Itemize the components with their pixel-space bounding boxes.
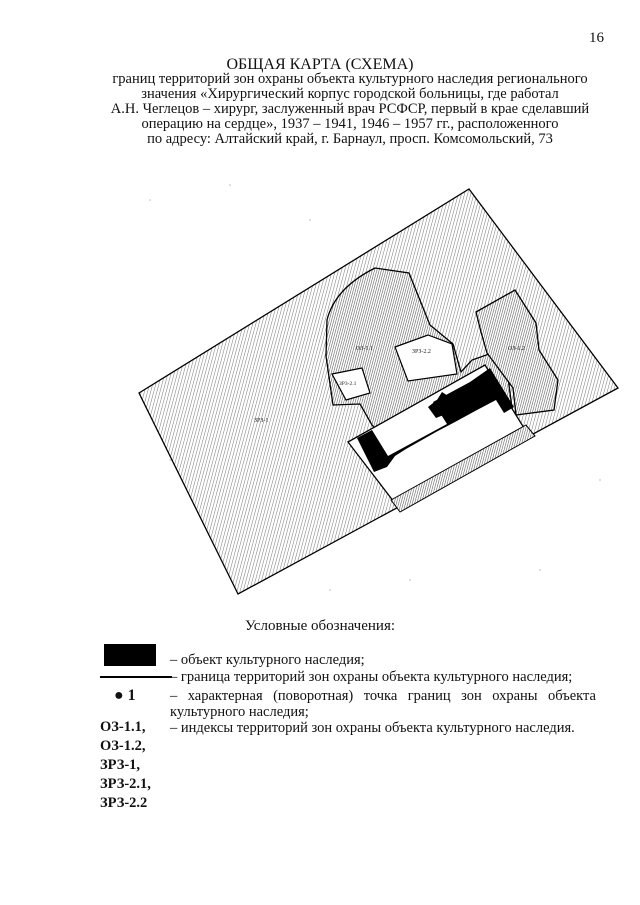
legend-heading: Условные обозначения: xyxy=(244,618,396,634)
zone-code: ЗРЗ-2.2 xyxy=(100,795,148,811)
page-subtitle xyxy=(95,72,605,147)
subtitle-line: по адресу: Алтайский край, г. Барнаул, просп. Комсомольский, 73 xyxy=(147,131,553,147)
zone-map xyxy=(110,160,630,610)
zone-code: ОЗ-1.2, xyxy=(100,738,146,754)
zone-code: ЗРЗ-1, xyxy=(100,757,141,773)
legend-point-desc-line: культурного наследия; xyxy=(170,704,309,720)
subtitle-line: границ территорий зон охраны объекта культурного наследия регионального xyxy=(112,71,588,87)
zone-label-zrz22: ЗРЗ-2.2 xyxy=(412,349,431,355)
page-number: 16 xyxy=(589,30,604,46)
legend-border-line xyxy=(100,676,172,678)
legend-row-object xyxy=(100,644,600,668)
legend-zone-codes xyxy=(100,718,151,813)
page-title: ОБЩАЯ КАРТА (СХЕМА) xyxy=(226,56,414,73)
zone-label-zrz21: ЗРЗ-2.1 xyxy=(339,381,357,387)
zone-code: ЗРЗ-2.1, xyxy=(100,776,151,792)
zone-label-oz12: ОЗ-1.2 xyxy=(508,346,525,352)
subtitle-line: значения «Хирургический корпус городской больницы, где работал xyxy=(141,86,559,102)
legend-border-desc: – граница территорий зон охраны объекта культурного наследия; xyxy=(170,669,573,685)
legend-object-swatch xyxy=(104,644,156,666)
legend-point-desc xyxy=(170,688,596,720)
legend-row-border xyxy=(100,668,600,686)
legend-row-index xyxy=(100,718,600,738)
zone-code: ОЗ-1.1, xyxy=(100,719,146,735)
legend-point-symbol: ● 1 xyxy=(114,687,136,704)
zone-label-oz11: ОЗ-1.1 xyxy=(356,346,373,352)
zone-label-zrz1: ЗРЗ-1 xyxy=(254,418,269,424)
legend-index-desc: – индексы территорий зон охраны объекта культурного наследия. xyxy=(170,720,575,736)
subtitle-line: А.Н. Чеглецов – хирург, заслуженный врач РСФСР, первый в крае сделавший xyxy=(110,101,590,117)
legend-object-desc: – объект культурного наследия; xyxy=(170,652,365,668)
legend-point-desc-line: – характерная (поворотная) точка границ зон охраны объекта xyxy=(170,688,596,704)
subtitle-line: операцию на сердце», 1937 – 1941, 1946 – 1957 гг., расположенного xyxy=(141,116,559,132)
legend-row-point xyxy=(100,686,600,720)
